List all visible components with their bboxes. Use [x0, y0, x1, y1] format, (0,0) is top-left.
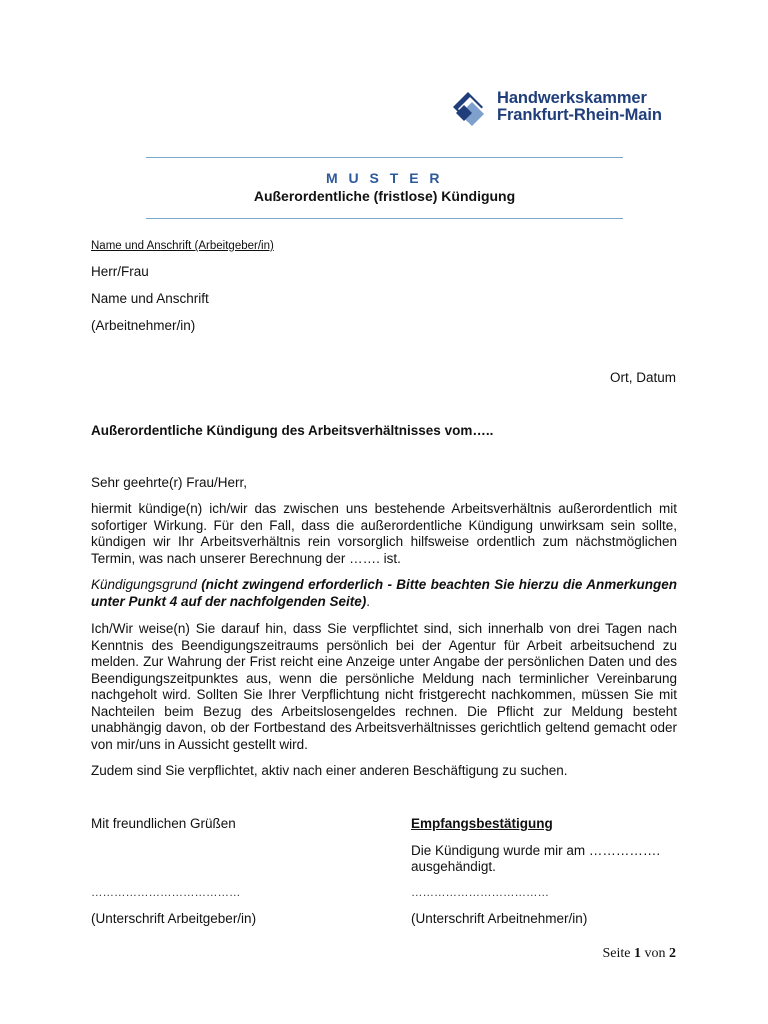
- document-title: Außerordentliche (fristlose) Kündigung: [253, 188, 516, 204]
- reason-paragraph: [91, 577, 677, 610]
- closing-greeting: Mit freundlichen Grüßen: [91, 816, 236, 831]
- salutation: Sehr geehrte(r) Frau/Herr,: [91, 475, 248, 490]
- sender-label: Name und Anschrift (Arbeitgeber/in): [91, 240, 274, 252]
- place-date: Ort, Datum: [609, 370, 676, 385]
- receipt-text-line1: Die Kündigung wurde mir am …………….: [411, 843, 661, 858]
- signature-line-left: …………………………………: [91, 887, 241, 899]
- subject-line: Außerordentliche Kündigung des Arbeitsverhältnisses vom…..: [91, 423, 494, 438]
- chamber-logo-icon: [452, 91, 488, 127]
- page-number: [603, 946, 677, 962]
- reason-note: (nicht zwingend erforderlich - Bitte beachten Sie hierzu die Anmerkungen unter Punkt 4 auf der nachfolgenden Seite): [91, 577, 677, 609]
- title-rule-bottom: [146, 218, 623, 219]
- recipient-line3: (Arbeitnehmer/in): [91, 318, 196, 333]
- reason-label: Kündigungsgrund: [91, 577, 197, 592]
- org-name-line2: Frankfurt-Rhein-Main: [497, 106, 662, 124]
- body-paragraph-1: hiermit kündige(n) ich/wir das zwischen uns bestehende Arbeitsverhältnis außerordentlich mit sofortiger Wirkung. Für den Fall, dass die außerordentliche Kündigung unwirksam sein sollte, kündigen wir Ihr Arbeitsverhältnis rein vorsorglich hilfsweise ordentlich zum nächstmöglichen Termin, was nach unserer Berechnung der ……. ist.: [91, 501, 677, 566]
- signature-line-right: ………………………………: [411, 887, 549, 899]
- template-label: M U S T E R: [325, 170, 444, 186]
- body-paragraph-3: Zudem sind Sie verpflichtet, aktiv nach einer anderen Beschäftigung zu suchen.: [91, 763, 568, 778]
- page-of-word: von: [644, 946, 666, 961]
- page-total: 2: [669, 946, 676, 961]
- org-name: [497, 90, 662, 124]
- signature-label-left: (Unterschrift Arbeitgeber/in): [91, 911, 257, 926]
- page-word: Seite: [602, 946, 631, 961]
- page-current: 1: [634, 946, 641, 961]
- org-name-line1: Handwerkskammer: [497, 89, 647, 107]
- receipt-text-line2: ausgehändigt.: [411, 859, 496, 874]
- recipient-line2: Name und Anschrift: [91, 291, 209, 306]
- recipient-line1: Herr/Frau: [91, 264, 149, 279]
- receipt-heading: Empfangsbestätigung: [411, 816, 553, 831]
- reason-end: .: [366, 593, 371, 609]
- body-paragraph-2: Ich/Wir weise(n) Sie darauf hin, dass Sie verpflichtet sind, sich innerhalb von drei Tagen nach Kenntnis des Beendigungszeitraums persönlich bei der Agentur für Arbeit arbeitsuchend zu melden. Zur Wahrung der Frist reicht eine Anzeige unter Angabe der persönlichen Daten und des Beendigungszeitpunktes aus, wenn die persönliche Meldung nach terminlicher Vereinbarung nachgeholt wird. Sollten Sie Ihrer Verpflichtung nicht fristgerecht nachkommen, müssen Sie mit Nachteilen beim Bezug des Arbeitslosengeldes rechnen. Die Pflicht zur Meldung besteht unabhängig davon, ob der Fortbestand des Arbeitsverhältnisses gerichtlich geltend gemacht oder von mir/uns in Aussicht gestellt wird.: [91, 621, 677, 752]
- signature-label-right: (Unterschrift Arbeitnehmer/in): [411, 911, 588, 926]
- title-rule-top: [146, 157, 623, 158]
